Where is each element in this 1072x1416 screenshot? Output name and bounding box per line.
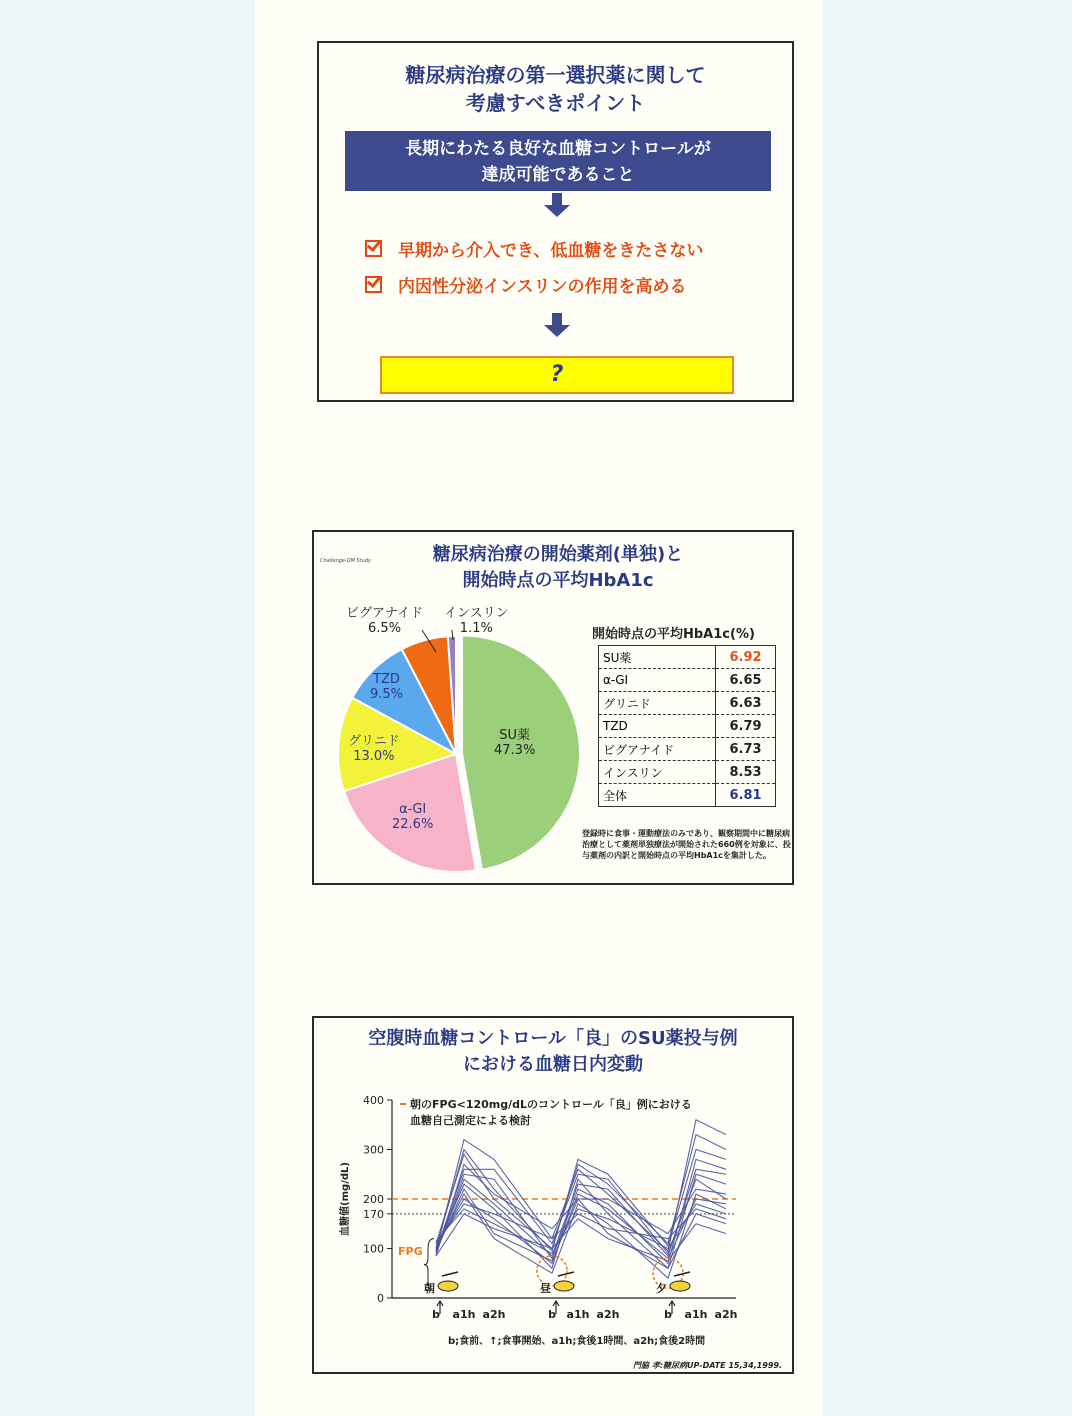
study-label: Challenge-DM Study	[320, 558, 371, 564]
chart-annotation-line2: 血糖自己測定による検討	[410, 1114, 531, 1127]
x-tick-label: a2h	[596, 1308, 620, 1321]
table-row	[599, 738, 776, 761]
y-tick-label: 300	[363, 1143, 384, 1157]
x-tick-label: b	[548, 1308, 556, 1321]
y-tick-label: 200	[363, 1193, 384, 1206]
table-cell-hba1c: 6.65	[716, 669, 776, 692]
table-cell-drug: SU薬	[599, 646, 716, 669]
table-row	[599, 784, 776, 807]
check-item-1-text: 早期から介入でき、低血糖をきたさない	[398, 241, 704, 261]
pie-label-su-name: SU薬	[499, 728, 531, 743]
pie-label-agi-pct: 22.6%	[392, 817, 434, 832]
slide1-title-line2: 考慮すべきポイント	[465, 91, 646, 115]
series-line-9	[436, 1194, 726, 1278]
pie-label-agi-name: α-GI	[399, 802, 427, 817]
pie-label-su-pct: 47.3%	[494, 743, 536, 758]
meal-label: 夕	[656, 1282, 667, 1295]
x-tick-label: a1h	[566, 1308, 590, 1321]
x-tick-label: a2h	[714, 1308, 738, 1321]
pie-label-tzd-name: TZD	[373, 672, 400, 687]
y-tick-label: 0	[377, 1292, 384, 1305]
checkbox-icon	[365, 276, 382, 293]
table-cell-hba1c: 6.63	[716, 692, 776, 715]
slide3-title-line2: における血糖日内変動	[463, 1054, 643, 1075]
check-item-1	[365, 236, 703, 261]
slide1-title	[319, 61, 792, 117]
pie-label-insulin	[444, 602, 509, 636]
table-cell-hba1c: 6.92	[716, 646, 776, 669]
pie-label-su	[494, 724, 535, 758]
slide-glucose-daily-variation	[312, 1016, 794, 1374]
answer-box: ?	[380, 356, 734, 394]
slide2-title-line1: 糖尿病治療の開始薬剤(単独)と	[432, 544, 684, 565]
banner-line2: 達成可能であること	[481, 165, 635, 185]
slide3-title-line1: 空腹時血糖コントロール「良」のSU薬投与例	[368, 1028, 738, 1049]
meal-bowl-icon	[438, 1281, 458, 1291]
table-row	[599, 761, 776, 784]
x-tick-label: b	[664, 1308, 672, 1321]
meal-bowl-icon	[670, 1281, 690, 1291]
banner-line1: 長期にわたる良好な血糖コントロールが	[405, 139, 711, 159]
table-row	[599, 646, 776, 669]
table-cell-hba1c: 6.81	[716, 784, 776, 807]
table-row	[599, 669, 776, 692]
pie-label-glinide	[348, 730, 400, 764]
slide-initial-drug-pie	[312, 530, 794, 885]
method-note: 登録時に食事・運動療法のみであり、観察期間中に糖尿病治療として薬剤単独療法が開始された660例を対象に、投与薬剤の内訳と開始時点の平均HbA1cを集計した。	[582, 829, 791, 860]
x-legend: b;食前、↑;食事開始、a1h;食後1時間、a2h;食後2時間	[448, 1336, 706, 1347]
slide1-title-line1: 糖尿病治療の第一選択薬に関して	[405, 63, 706, 87]
checkbox-icon	[365, 240, 382, 257]
y-axis-label: 血糖値(mg/dL)	[340, 1162, 351, 1236]
y-tick-label: 170	[363, 1207, 384, 1221]
y-tick-label: 100	[363, 1242, 384, 1256]
chart-annotation-line1: 朝のFPG<120mg/dLのコントロール「良」例における	[410, 1098, 692, 1111]
table-row	[599, 715, 776, 738]
x-tick-label: a1h	[452, 1308, 476, 1321]
x-tick-label: a1h	[684, 1308, 708, 1321]
pie-label-biguanide	[346, 602, 423, 636]
chopsticks-icon	[442, 1272, 458, 1276]
chopsticks-icon	[558, 1272, 574, 1276]
table-cell-drug: ビグアナイド	[599, 738, 716, 761]
table-cell-drug: TZD	[599, 715, 716, 738]
table-cell-drug: グリニド	[599, 692, 716, 715]
glucose-line-chart	[314, 1018, 796, 1376]
chopsticks-icon	[674, 1272, 690, 1276]
hba1c-table	[598, 645, 776, 807]
table-cell-hba1c: 8.53	[716, 761, 776, 784]
pie-label-tzd-pct: 9.5%	[370, 687, 404, 702]
pie-label-insulin-name: インスリン	[444, 606, 509, 621]
check-item-2-text: 内因性分泌インスリンの作用を高める	[398, 277, 687, 297]
pie-label-tzd	[370, 672, 403, 702]
slide-first-choice-points	[317, 41, 794, 402]
pie-label-biguanide-name: ビグアナイド	[346, 606, 424, 621]
slide1-banner	[345, 131, 771, 191]
table-cell-hba1c: 6.79	[716, 715, 776, 738]
table-cell-drug: インスリン	[599, 761, 716, 784]
table-title: 開始時点の平均HbA1c(%)	[592, 627, 755, 642]
table-row	[599, 692, 776, 715]
slide2-title-line2: 開始時点の平均HbA1c	[462, 570, 654, 591]
meal-label: 昼	[540, 1282, 551, 1295]
pie-label-agi	[392, 802, 433, 832]
pie-label-insulin-pct: 1.1%	[459, 621, 493, 636]
table-cell-drug: 全体	[599, 784, 716, 807]
x-tick-label: b	[432, 1308, 440, 1321]
check-item-2	[365, 272, 687, 297]
fpg-label: FPG	[398, 1244, 423, 1258]
y-tick-label: 400	[363, 1094, 384, 1107]
x-tick-label: a2h	[482, 1308, 506, 1321]
table-cell-drug: α-GI	[599, 669, 716, 692]
pie-label-glinide-name: グリニド	[348, 734, 400, 749]
meal-bowl-icon	[554, 1281, 574, 1291]
meal-label: 朝	[424, 1282, 435, 1295]
source-citation: 門脇 孝:糖尿病UP-DATE 15,34,1999.	[633, 1361, 782, 1370]
pie-label-glinide-pct: 13.0%	[353, 749, 395, 764]
table-cell-hba1c: 6.73	[716, 738, 776, 761]
pie-label-biguanide-pct: 6.5%	[368, 621, 402, 636]
series-line-6	[436, 1194, 726, 1263]
